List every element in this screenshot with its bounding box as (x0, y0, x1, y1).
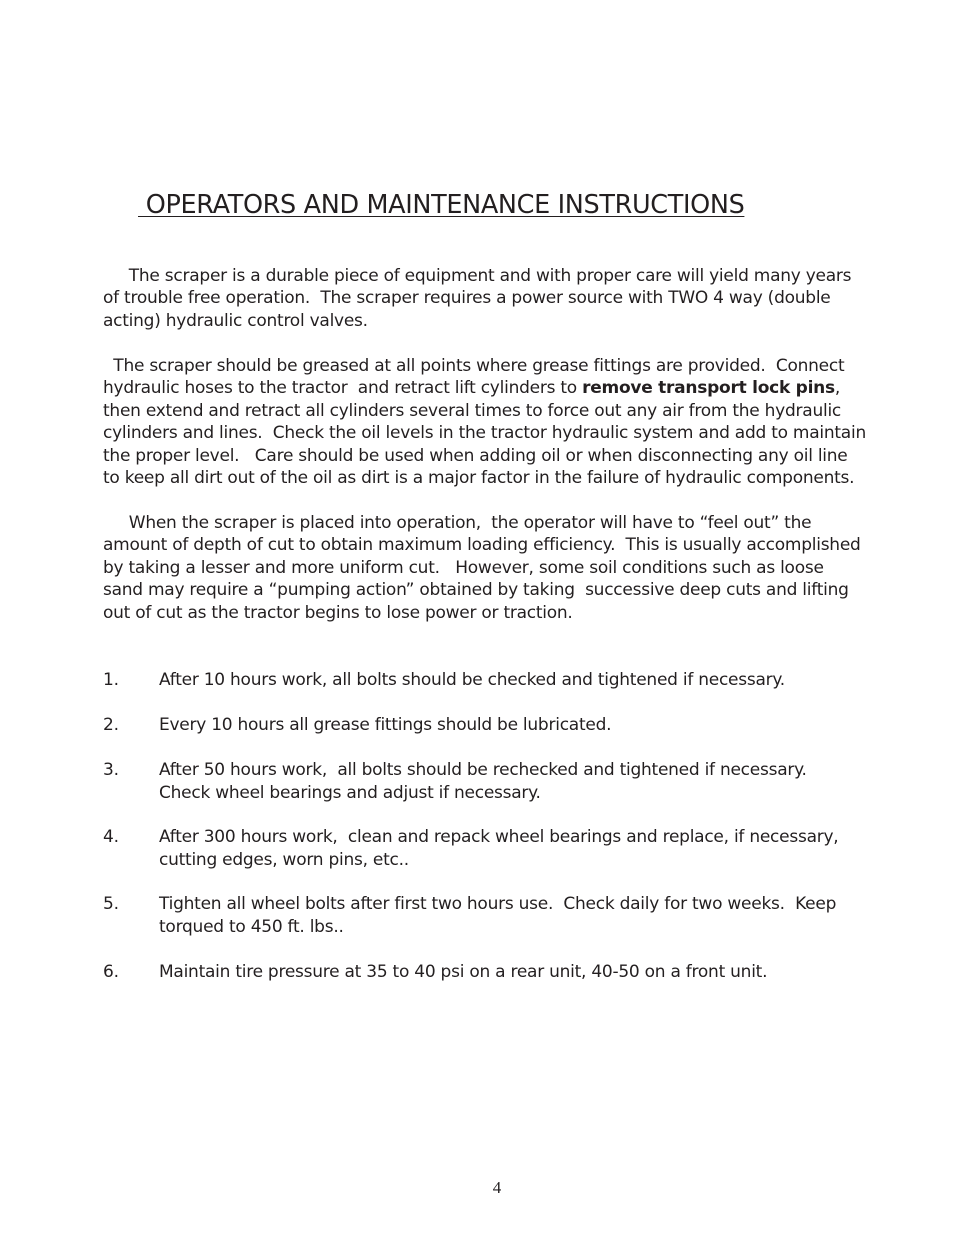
operation-paragraph (103, 512, 873, 624)
paragraph-line: The scraper should be greased at all points where grease fittings are provided. Connect (103, 356, 845, 376)
instruction-line: cutting edges, worn pins, etc.. (159, 849, 409, 870)
paragraph-punctuation: , (834, 378, 841, 399)
instruction-number: 1. (103, 670, 119, 690)
instruction-line: After 10 hours work, all bolts should be checked and tightened if necessary. (159, 670, 785, 690)
paragraph-line: acting) hydraulic control valves. (103, 310, 368, 331)
paragraph-line: out of cut as the tractor begins to lose power or traction. (103, 602, 573, 623)
paragraph-line: by taking a lesser and more uniform cut. However, some soil conditions such as loose (103, 557, 824, 578)
intro-paragraph (103, 265, 873, 332)
instruction-line: torqued to 450 ft. lbs.. (159, 916, 344, 937)
instruction-line: Tighten all wheel bolts after first two hours use. Check daily for two weeks. Keep (159, 894, 837, 914)
instruction-number: 6. (103, 962, 119, 982)
instruction-text (159, 759, 807, 804)
instruction-text (159, 714, 611, 737)
paragraph-text: hydraulic hoses to the tractor and retract lift cylinders to (103, 378, 583, 399)
paragraph-line: The scraper is a durable piece of equipment and with proper care will yield many years (103, 266, 852, 286)
paragraph-line: cylinders and lines. Check the oil levels in the tractor hydraulic system and add to maintain (103, 423, 866, 444)
instruction-text (159, 826, 838, 871)
paragraph-line (103, 377, 873, 399)
instruction-number: 2. (103, 715, 119, 735)
greasing-paragraph (103, 355, 873, 489)
paragraph-line: to keep all dirt out of the oil as dirt is a major factor in the failure of hydraulic components. (103, 468, 855, 489)
instruction-line: Check wheel bearings and adjust if necessary. (159, 782, 541, 803)
paragraph-line: then extend and retract all cylinders several times to force out any air from the hydraulic (103, 400, 842, 421)
paragraph-line: the proper level. Care should be used when adding oil or when disconnecting any oil line (103, 445, 848, 466)
instruction-number: 4. (103, 827, 119, 847)
instruction-line: After 300 hours work, clean and repack wheel bearings and replace, if necessary, (159, 827, 839, 847)
paragraph-line: When the scraper is placed into operation, the operator will have to “feel out” the (103, 513, 812, 533)
paragraph-line: of trouble free operation. The scraper requires a power source with TWO 4 way (double (103, 288, 831, 309)
instruction-text (159, 893, 836, 938)
bold-warning-text: remove transport lock pins (582, 378, 835, 399)
instruction-number: 5. (103, 894, 119, 914)
page-number: 4 (492, 1178, 502, 1197)
instruction-text (159, 961, 767, 984)
paragraph-line: amount of depth of cut to obtain maximum loading efficiency. This is usually accomplished (103, 535, 861, 556)
instruction-number: 3. (103, 760, 119, 780)
instruction-line: Maintain tire pressure at 35 to 40 psi on a rear unit, 40-50 on a front unit. (159, 962, 768, 982)
instruction-line: Every 10 hours all grease fittings should be lubricated. (159, 715, 612, 735)
instruction-text (159, 669, 785, 692)
paragraph-line: sand may require a “pumping action” obtained by taking successive deep cuts and lifting (103, 580, 849, 601)
page-title: OPERATORS AND MAINTENANCE INSTRUCTIONS (138, 190, 745, 220)
instruction-line: After 50 hours work, all bolts should be rechecked and tightened if necessary. (159, 760, 807, 780)
